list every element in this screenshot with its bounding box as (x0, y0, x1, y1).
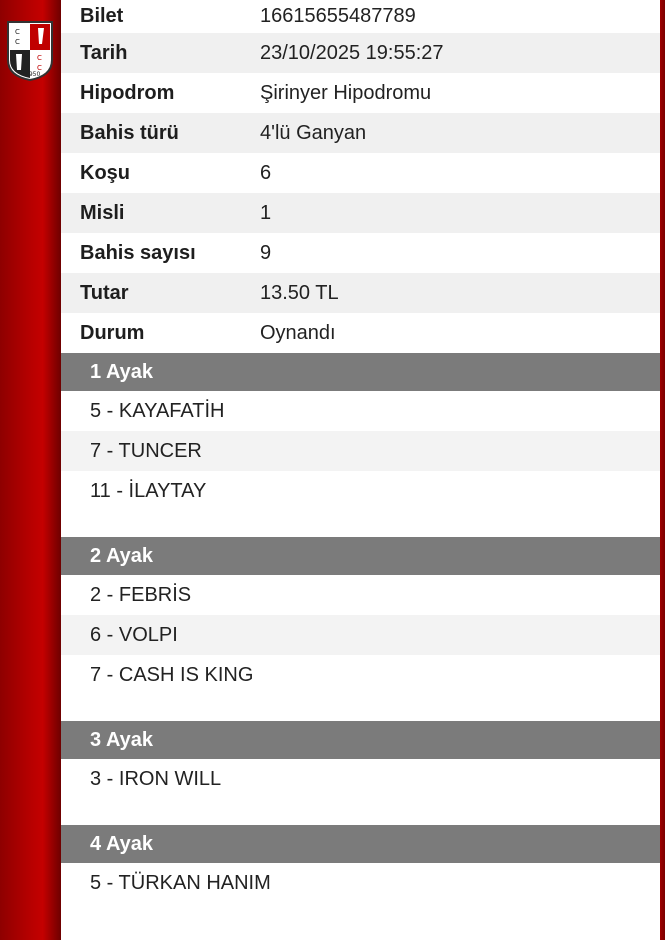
info-label: Tutar (80, 281, 129, 304)
info-label: Misli (80, 201, 125, 224)
leg-header: 2 Ayak (61, 537, 660, 575)
ticket-info-row (61, 273, 660, 313)
leg-header: 1 Ayak (61, 353, 660, 391)
club-logo-icon (6, 20, 54, 82)
svg-text:C: C (37, 54, 42, 62)
horse-selection: 11 - İLAYTAY (90, 479, 207, 502)
left-sidebar (0, 0, 61, 940)
ticket-info-row (61, 33, 660, 73)
svg-text:C: C (37, 64, 42, 72)
ticket-info-row (61, 193, 660, 233)
ticket-info-row (61, 113, 660, 153)
horse-selection: 5 - TÜRKAN HANIM (90, 871, 271, 894)
info-value: 4'lü Ganyan (260, 121, 367, 144)
ticket-info-row (61, 233, 660, 273)
leg-spacer (61, 511, 660, 537)
horse-selection: 3 - IRON WILL (90, 767, 222, 790)
leg-header: 4 Ayak (61, 825, 660, 863)
svg-text:1950: 1950 (25, 71, 41, 78)
info-value: 1 (260, 201, 272, 224)
ticket-content (61, 0, 660, 940)
horse-selection: 7 - CASH IS KING (90, 663, 254, 686)
ticket-info-row (61, 313, 660, 353)
info-label: Hipodrom (80, 81, 175, 104)
info-value: 13.50 TL (260, 281, 339, 304)
info-label: Bahis sayısı (80, 241, 196, 264)
info-value: Şirinyer Hipodromu (260, 81, 432, 104)
leg-spacer (61, 695, 660, 721)
horse-selection: 6 - VOLPI (61, 615, 660, 655)
right-edge-bar (660, 0, 665, 940)
ticket-info-table (61, 0, 660, 353)
info-label: Koşu (80, 161, 130, 184)
info-value: Oynandı (260, 321, 336, 344)
info-label: Durum (80, 321, 145, 344)
info-value: 23/10/2025 19:55:27 (260, 41, 444, 64)
horse-selection: 7 - TUNCER (61, 431, 660, 471)
svg-text:C: C (15, 38, 20, 46)
info-value: 9 (260, 241, 272, 264)
svg-text:C: C (15, 28, 20, 36)
info-label: Tarih (80, 41, 128, 64)
ticket-info-row (61, 153, 660, 193)
horse-selection: 2 - FEBRİS (90, 583, 192, 606)
info-label: Bilet (80, 5, 124, 27)
info-value: 6 (260, 161, 272, 184)
ticket-info-row (61, 73, 660, 113)
info-value: 16615655487789 (260, 5, 416, 27)
leg-header: 3 Ayak (61, 721, 660, 759)
horse-selection: 5 - KAYAFATİH (90, 399, 225, 422)
info-label: Bahis türü (80, 121, 179, 144)
leg-spacer (61, 799, 660, 825)
ticket-info-row (61, 0, 660, 33)
legs-container (61, 353, 660, 903)
